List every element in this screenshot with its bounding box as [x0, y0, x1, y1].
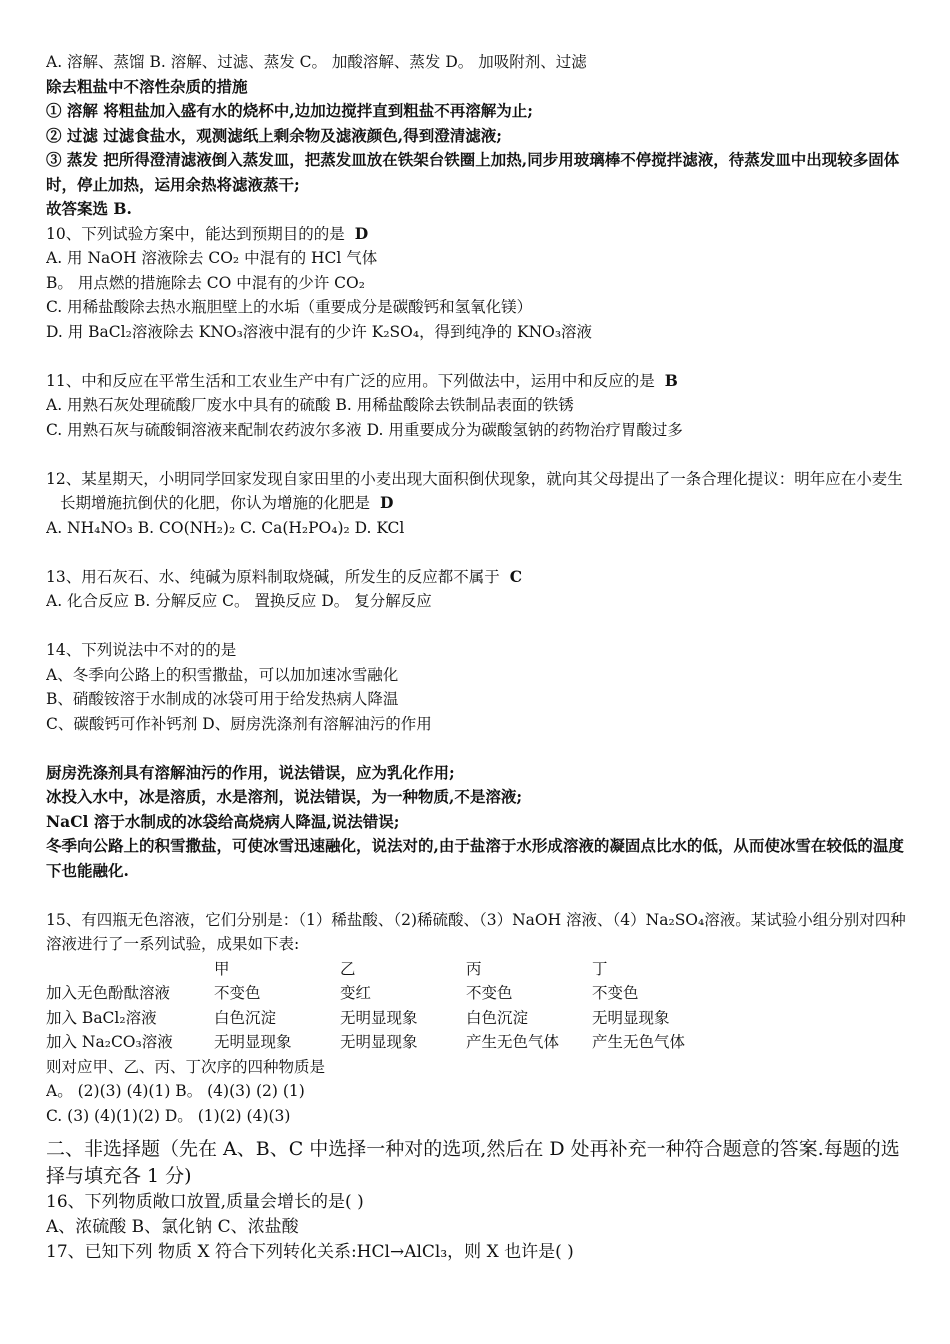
q17-stem: 17、已知下列 物质 X 符合下列转化关系:HCl→AlCl₃，则 X 也许是( )	[46, 1242, 574, 1262]
q10-stem-line	[46, 222, 908, 247]
q14-options-cd: C、碳酸钙可作补钙剂 D、厨房洗涤剂有溶解油污的作用	[46, 714, 432, 733]
q11-options-ab: A. 用熟石灰处理硫酸厂废水中具有的硫酸 B. 用稀盐酸除去铁制品表面的铁锈	[46, 396, 574, 414]
q11-stem: 11、中和反应在平常生活和工农业生产中有广泛的应用。下列做法中，运用中和反应的是	[46, 371, 655, 390]
q16-stem: 16、下列物质敞口放置,质量会增长的是( )	[46, 1192, 364, 1212]
q10-stem: 10、下列试验方案中，能达到预期目的的是	[46, 224, 345, 243]
q14-option-b: B、硝酸铵溶于水制成的冰袋可用于给发热病人降温	[46, 690, 399, 708]
spacer	[46, 736, 908, 761]
spacer	[46, 883, 908, 908]
q15-table	[46, 957, 908, 1055]
table-header-cell: 丙	[466, 959, 482, 978]
table-header-cell: 丁	[592, 959, 608, 978]
table-cell: 加入 Na₂CO₃溶液	[46, 1033, 173, 1051]
q10-option-d: D. 用 BaCl₂溶液除去 KNO₃溶液中混有的少许 K₂SO₄，得到纯净的 KNO₃溶液	[46, 322, 593, 341]
q13-stem: 13、用石灰石、水、纯碱为原料制取烧碱，所发生的反应都不属于	[46, 567, 500, 586]
table-cell: 产生无色气体	[592, 1033, 686, 1051]
table-header-cell: 甲	[214, 959, 230, 978]
q14-option-a: A、冬季向公路上的积雪撒盐，可以加加速冰雪融化	[46, 665, 399, 684]
q9-explain-title: 除去粗盐中不溶性杂质的措施	[46, 76, 248, 96]
q13-options: A. 化合反应 B. 分解反应 C。 置换反应 D。 复分解反应	[46, 592, 432, 610]
table-cell: 不变色	[466, 984, 513, 1002]
q10-option-b: B。 用点燃的措施除去 CO 中混有的少许 CO₂	[46, 273, 365, 292]
q9-explain-step2: ② 过滤 过滤食盐水，观测滤纸上剩余物及滤液颜色,得到澄清滤液;	[46, 125, 502, 145]
table-cell: 无明显现象	[340, 1008, 418, 1027]
table-cell: 无明显现象	[592, 1008, 670, 1027]
table-header-cell	[46, 957, 214, 982]
table-cell: 不变色	[592, 984, 639, 1002]
q15-stem: 15、有四瓶无色溶液，它们分别是：（1）稀盐酸、（2)稀硫酸、（3）NaOH 溶液、（4）Na₂SO₄溶液。某试验小组分别对四种溶液进行了一系列试验，成果如下表:	[46, 910, 906, 953]
section-2-title: 二、非选择题（先在 A、B、C 中选择一种对的选项,然后在 D 处再补充一种符合题意的答案.每题的选择与填充各 1 分)	[46, 1138, 900, 1187]
q16-options: A、浓硫酸 B、氯化钠 C、浓盐酸	[46, 1217, 299, 1237]
q9-options: A. 溶解、蒸馏 B. 溶解、过滤、蒸发 C。 加酸溶解、蒸发 D。 加吸附剂、过滤	[46, 53, 587, 71]
q12-options: A. NH₄NO₃ B. CO(NH₂)₂ C. Ca(H₂PO₄)₂ D. KCl	[46, 518, 405, 537]
spacer	[46, 344, 908, 369]
q13-stem-line	[46, 565, 908, 590]
table-cell: 不变色	[214, 984, 261, 1002]
table-header-cell: 乙	[340, 959, 356, 978]
table-cell: 无明显现象	[214, 1033, 292, 1051]
q10-answer: D	[354, 223, 369, 243]
q10-option-a: A. 用 NaOH 溶液除去 CO₂ 中混有的 HCl 气体	[46, 249, 378, 267]
q9-explain-conclusion: 故答案选 B.	[46, 199, 132, 218]
q15-options-ab: A。 (2)(3) (4)(1) B。 (4)(3) (2) (1)	[46, 1082, 305, 1100]
table-row	[46, 1006, 908, 1031]
q10-option-c: C. 用稀盐酸除去热水瓶胆壁上的水垢（重要成分是碳酸钙和氢氧化镁）	[46, 298, 533, 316]
q14-stem: 14、下列说法中不对的的是	[46, 641, 237, 659]
spacer	[46, 540, 908, 565]
q15-question: 则对应甲、乙、丙、丁次序的四种物质是	[46, 1057, 326, 1076]
table-cell: 产生无色气体	[466, 1033, 560, 1051]
table-cell: 白色沉淀	[214, 1008, 277, 1027]
spacer	[46, 614, 908, 639]
q14-explain-2: 冰投入水中，冰是溶质，水是溶剂，说法错误，为一种物质,不是溶液;	[46, 787, 523, 806]
table-cell: 无明显现象	[340, 1033, 418, 1051]
q14-explain-3: NaCl 溶于水制成的冰袋给高烧病人降温,说法错误;	[46, 811, 400, 831]
table-cell: 加入无色酚酞溶液	[46, 984, 171, 1002]
q14-explain-1: 厨房洗涤剂具有溶解油污的作用，说法错误，应为乳化作用;	[46, 762, 455, 782]
table-row	[46, 1030, 908, 1055]
q14-explain-4: 冬季向公路上的积雪撒盐，可使冰雪迅速融化，说法对的,由于盐溶于水形成溶液的凝固点比水的低，从而使冰雪在较低的温度下也能融化.	[46, 836, 904, 880]
q15-options-cd: C. (3) (4)(1)(2) D。 (1)(2) (4)(3)	[46, 1106, 291, 1125]
table-header-row	[46, 957, 908, 982]
q9-explain-step1: ① 溶解 将粗盐加入盛有水的烧杯中,边加边搅拌直到粗盐不再溶解为止;	[46, 101, 533, 120]
q11-answer: B	[664, 370, 678, 390]
q11-stem-line	[46, 369, 908, 394]
q11-options-cd: C. 用熟石灰与硫酸铜溶液来配制农药波尔多液 D. 用重要成分为碳酸氢钠的药物治疗胃酸过多	[46, 420, 683, 439]
q12-stem: 12、某星期天，小明同学回家发现自家田里的小麦出现大面积倒伏现象，就向其父母提出了一条合理化提议：明年应在小麦生长期增施抗倒伏的化肥，你认为增施的化肥是	[46, 469, 903, 512]
q12-answer: D	[380, 493, 394, 512]
table-cell: 变红	[340, 984, 372, 1002]
table-cell: 加入 BaCl₂溶液	[46, 1008, 157, 1027]
q9-explain-step3: ③ 蒸发 把所得澄清滤液倒入蒸发皿，把蒸发皿放在铁架台铁圈上加热,同步用玻璃棒不停搅拌滤液，待蒸发皿中出现较多固体时，停止加热，运用余热将滤液蒸干;	[46, 150, 900, 194]
document-page	[46, 50, 908, 1265]
spacer	[46, 442, 908, 467]
table-cell: 白色沉淀	[466, 1008, 529, 1027]
q12-stem-line	[46, 467, 908, 516]
q13-answer: C	[509, 566, 523, 586]
table-row	[46, 981, 908, 1006]
